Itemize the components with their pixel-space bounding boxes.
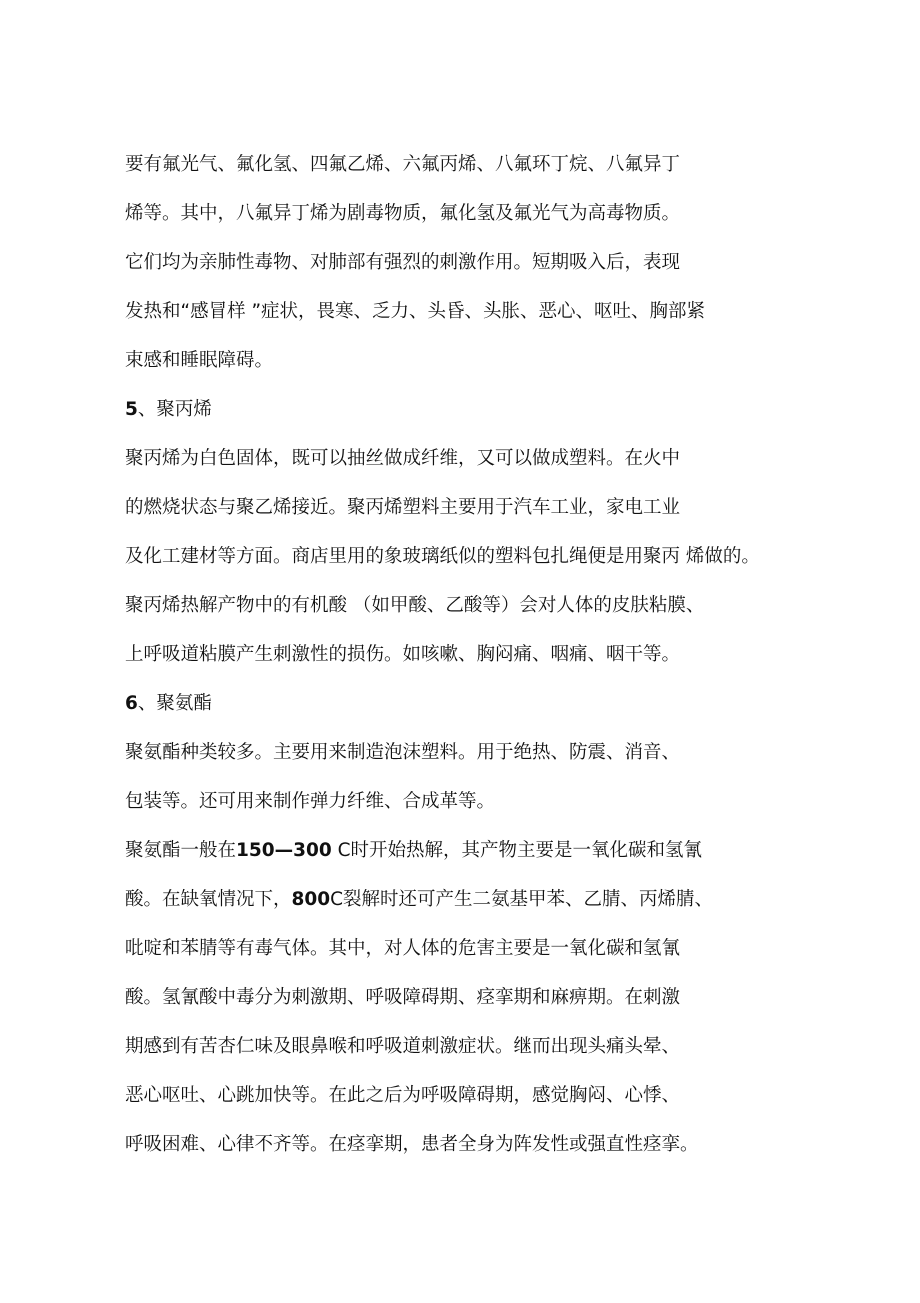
text-line: 包装等。还可用来制作弹力纤维、合成革等。 — [125, 791, 496, 812]
text-fragment: 聚氨酯一般在 — [125, 840, 237, 861]
section-heading-polypropylene — [125, 391, 905, 440]
text-line: 酸。氢氰酸中毒分为刺激期、呼吸障碍期、痉挛期和麻痹期。在刺激 — [125, 987, 681, 1008]
text-line: 它们均为亲肺性毒物、对肺部有强烈的刺激作用。短期吸入后，表现 — [125, 252, 681, 273]
text-line: 呼吸困难、心律不齐等。在痉挛期，患者全身为阵发性或强直性痉挛。 — [125, 1134, 699, 1155]
text-line: 聚丙烯为白色固体，既可以抽丝做成纤维，又可以做成塑料。在火中 — [125, 448, 681, 469]
text-fragment: 酸。在缺氧情况下， — [125, 889, 292, 910]
text-line: 束感和睡眠障碍。 — [125, 350, 274, 371]
text-line: 及化工建材等方面。商店里用的象玻璃纸似的塑料包扎绳便是用聚丙 烯做的。 — [125, 546, 760, 567]
text-line: 上呼吸道粘膜产生刺激性的损伤。如咳嗽、胸闷痛、咽痛、咽干等。 — [125, 644, 681, 665]
section-title: 、聚氨酯 — [137, 693, 212, 714]
text-line: 的燃烧状态与聚乙烯接近。聚丙烯塑料主要用于汽车工业，家电工业 — [125, 497, 681, 518]
temperature-value: 800 — [291, 889, 331, 910]
text-line: 发热和“感冒样 ”症状，畏寒、乏力、头昏、头胀、恶心、呕吐、胸部紧 — [125, 301, 706, 322]
text-fragment: C时开始热解，其产物主要是一氧化碳和氢氰 — [331, 840, 703, 861]
text-line: 聚丙烯热解产物中的有机酸 （如甲酸、乙酸等）会对人体的皮肤粘膜、 — [125, 595, 705, 616]
text-line-temperature — [125, 832, 905, 881]
text-line: 烯等。其中，八氟异丁烯为剧毒物质，氟化氢及氟光气为高毒物质。 — [125, 203, 681, 224]
temperature-range: 150—300 — [236, 840, 332, 861]
text-fragment: C裂解时还可产生二氨基甲苯、乙腈、丙烯腈、 — [330, 889, 714, 910]
text-line: 聚氨酯种类较多。主要用来制造泡沫塑料。用于绝热、防震、消音、 — [125, 742, 681, 763]
section-title: 、聚丙烯 — [137, 399, 212, 420]
document-body — [125, 146, 905, 1175]
text-line: 恶心呕吐、心跳加快等。在此之后为呼吸障碍期，感觉胸闷、心悸、 — [125, 1085, 681, 1106]
section-number: 5 — [125, 399, 138, 420]
text-line-oxygen — [125, 881, 905, 930]
text-line: 吡啶和苯腈等有毒气体。其中，对人体的危害主要是一氧化碳和氢氰 — [125, 938, 681, 959]
text-line: 期感到有苦杏仁味及眼鼻喉和呼吸道刺激症状。继而出现头痛头晕、 — [125, 1036, 681, 1057]
section-number: 6 — [125, 693, 138, 714]
text-line: 要有氟光气、氟化氢、四氟乙烯、六氟丙烯、八氟环丁烷、八氟异丁 — [125, 154, 681, 175]
section-heading-polyurethane — [125, 685, 905, 734]
